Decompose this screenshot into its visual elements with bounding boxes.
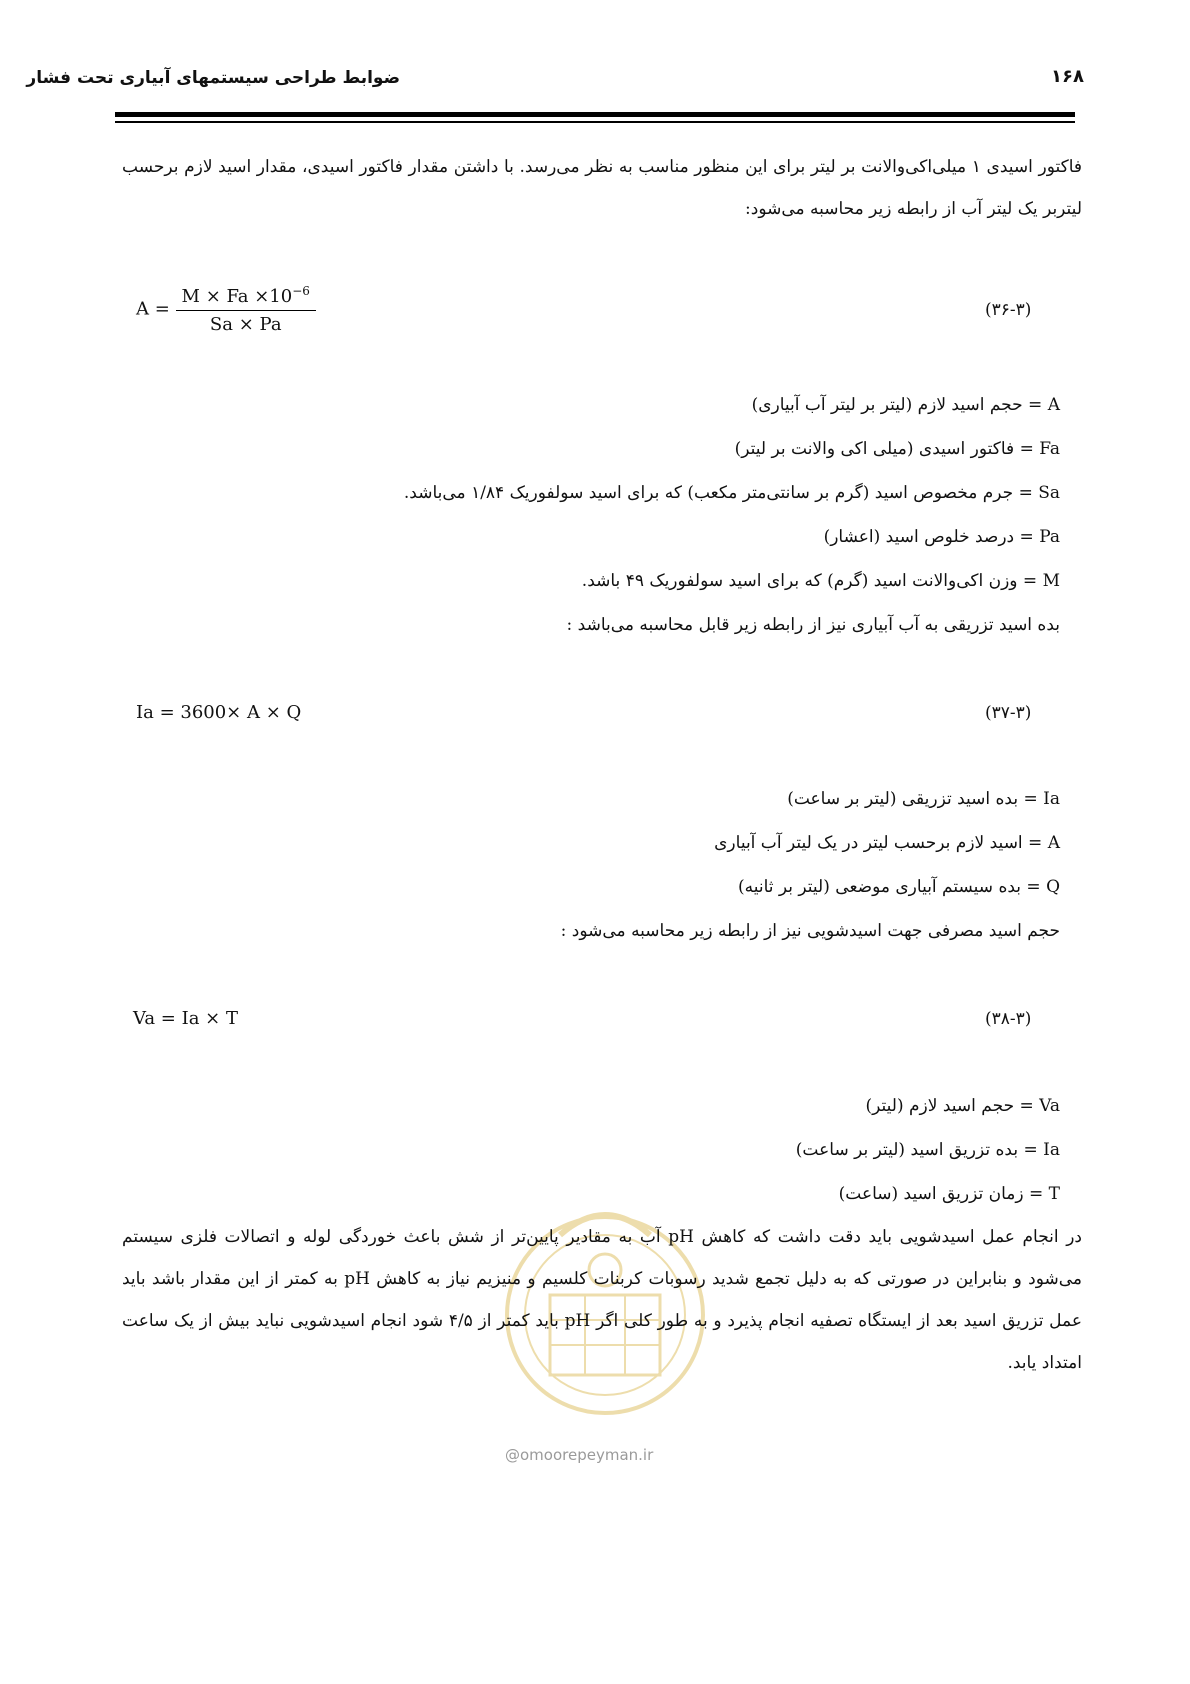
header-rule-thick bbox=[115, 112, 1075, 117]
final-paragraph: در انجام عمل اسیدشویی باید دقت داشت که کاهش pH آب به مقادیر پایین‌تر از شش باعث خوردگی لوله و اتصالات فلزی سیستم می‌شود و بنابراین در صورتی که به دلیل تجمع شدید رسوبات کربنات کلسیم و منیزیم نیاز به کاهش pH به کمتر از این مقدار باشد باید عمل تزریق اسید بعد از ایستگاه تصفیه انجام پذیرد و به طور کلی اگر pH باید کمتر از ۴/۵ شود انجام اسیدشویی نباید بیش از یک ساعت امتداد یابد. bbox=[122, 1227, 1082, 1373]
intro-paragraph: فاکتور اسیدی ۱ میلی‌اکی‌والانت بر لیتر برای این منظور مناسب به نظر می‌رسد. با داشتن مقدار فاکتور اسیدی، مقدار اسید لازم برحسب لیتربر یک لیتر آب از رابطه زیر محاسبه می‌شود: bbox=[122, 157, 1082, 219]
page-number: ۱۶۸ bbox=[1051, 66, 1084, 87]
line-before-eq38: حجم اسید مصرفی جهت اسیدشویی نیز از رابطه زیر محاسبه می‌شود : bbox=[560, 921, 1060, 941]
equation-38-number: (۳۸-۳) bbox=[985, 1009, 1032, 1029]
definition-Va: Va = حجم اسید لازم (لیتر) bbox=[865, 1096, 1060, 1116]
line-before-eq37: بده اسید تزریقی به آب آبیاری نیز از رابطه زیر قابل محاسبه می‌باشد : bbox=[566, 615, 1060, 635]
equation-38: Va = Ia × T bbox=[133, 1008, 238, 1029]
running-header-title: ضوابط طراحی سیستمهای آبیاری تحت فشار bbox=[26, 68, 400, 88]
header-rule-thin bbox=[115, 121, 1075, 123]
equation-36 bbox=[136, 284, 316, 335]
definition-Pa: Pa = درصد خلوص اسید (اعشار) bbox=[823, 527, 1060, 547]
definition-T: T = زمان تزریق اسید (ساعت) bbox=[838, 1184, 1060, 1204]
equation-37-number: (۳۷-۳) bbox=[985, 703, 1032, 723]
watermark-site-text: @omoorepeyman.ir bbox=[505, 1446, 654, 1464]
definition-A-2: A = اسید لازم برحسب لیتر در یک لیتر آب آبیاری bbox=[714, 833, 1060, 853]
equation-36-lhs: A = bbox=[136, 298, 170, 320]
equation-36-denominator: Sa × Pa bbox=[209, 314, 282, 335]
definition-Ia-2: Ia = بده تزریق اسید (لیتر بر ساعت) bbox=[795, 1140, 1060, 1160]
definition-M: M = وزن اکی‌والانت اسید (گرم) که برای اسید سولفوریک ۴۹ باشد. bbox=[581, 571, 1060, 591]
equation-37: Ia = 3600× A × Q bbox=[136, 702, 302, 723]
definition-Q: Q = بده سیستم آبیاری موضعی (لیتر بر ثانیه) bbox=[737, 877, 1060, 897]
equation-36-fraction bbox=[176, 284, 316, 335]
definition-Sa: Sa = جرم مخصوص اسید (گرم بر سانتی‌متر مکعب) که برای اسید سولفوریک ۱/۸۴ می‌باشد. bbox=[403, 483, 1060, 503]
definition-Ia: Ia = بده اسید تزریقی (لیتر بر ساعت) bbox=[787, 789, 1060, 809]
definition-A: A = حجم اسید لازم (لیتر بر لیتر آب آبیاری) bbox=[751, 395, 1060, 415]
equation-36-numerator: $M \times Fa \times 10^{-6}$ bbox=[176, 284, 316, 311]
equation-36-number: (۳۶-۳) bbox=[985, 300, 1032, 320]
definition-Fa: Fa = فاکتور اسیدی (میلی اکی والانت بر لیتر) bbox=[734, 439, 1060, 459]
